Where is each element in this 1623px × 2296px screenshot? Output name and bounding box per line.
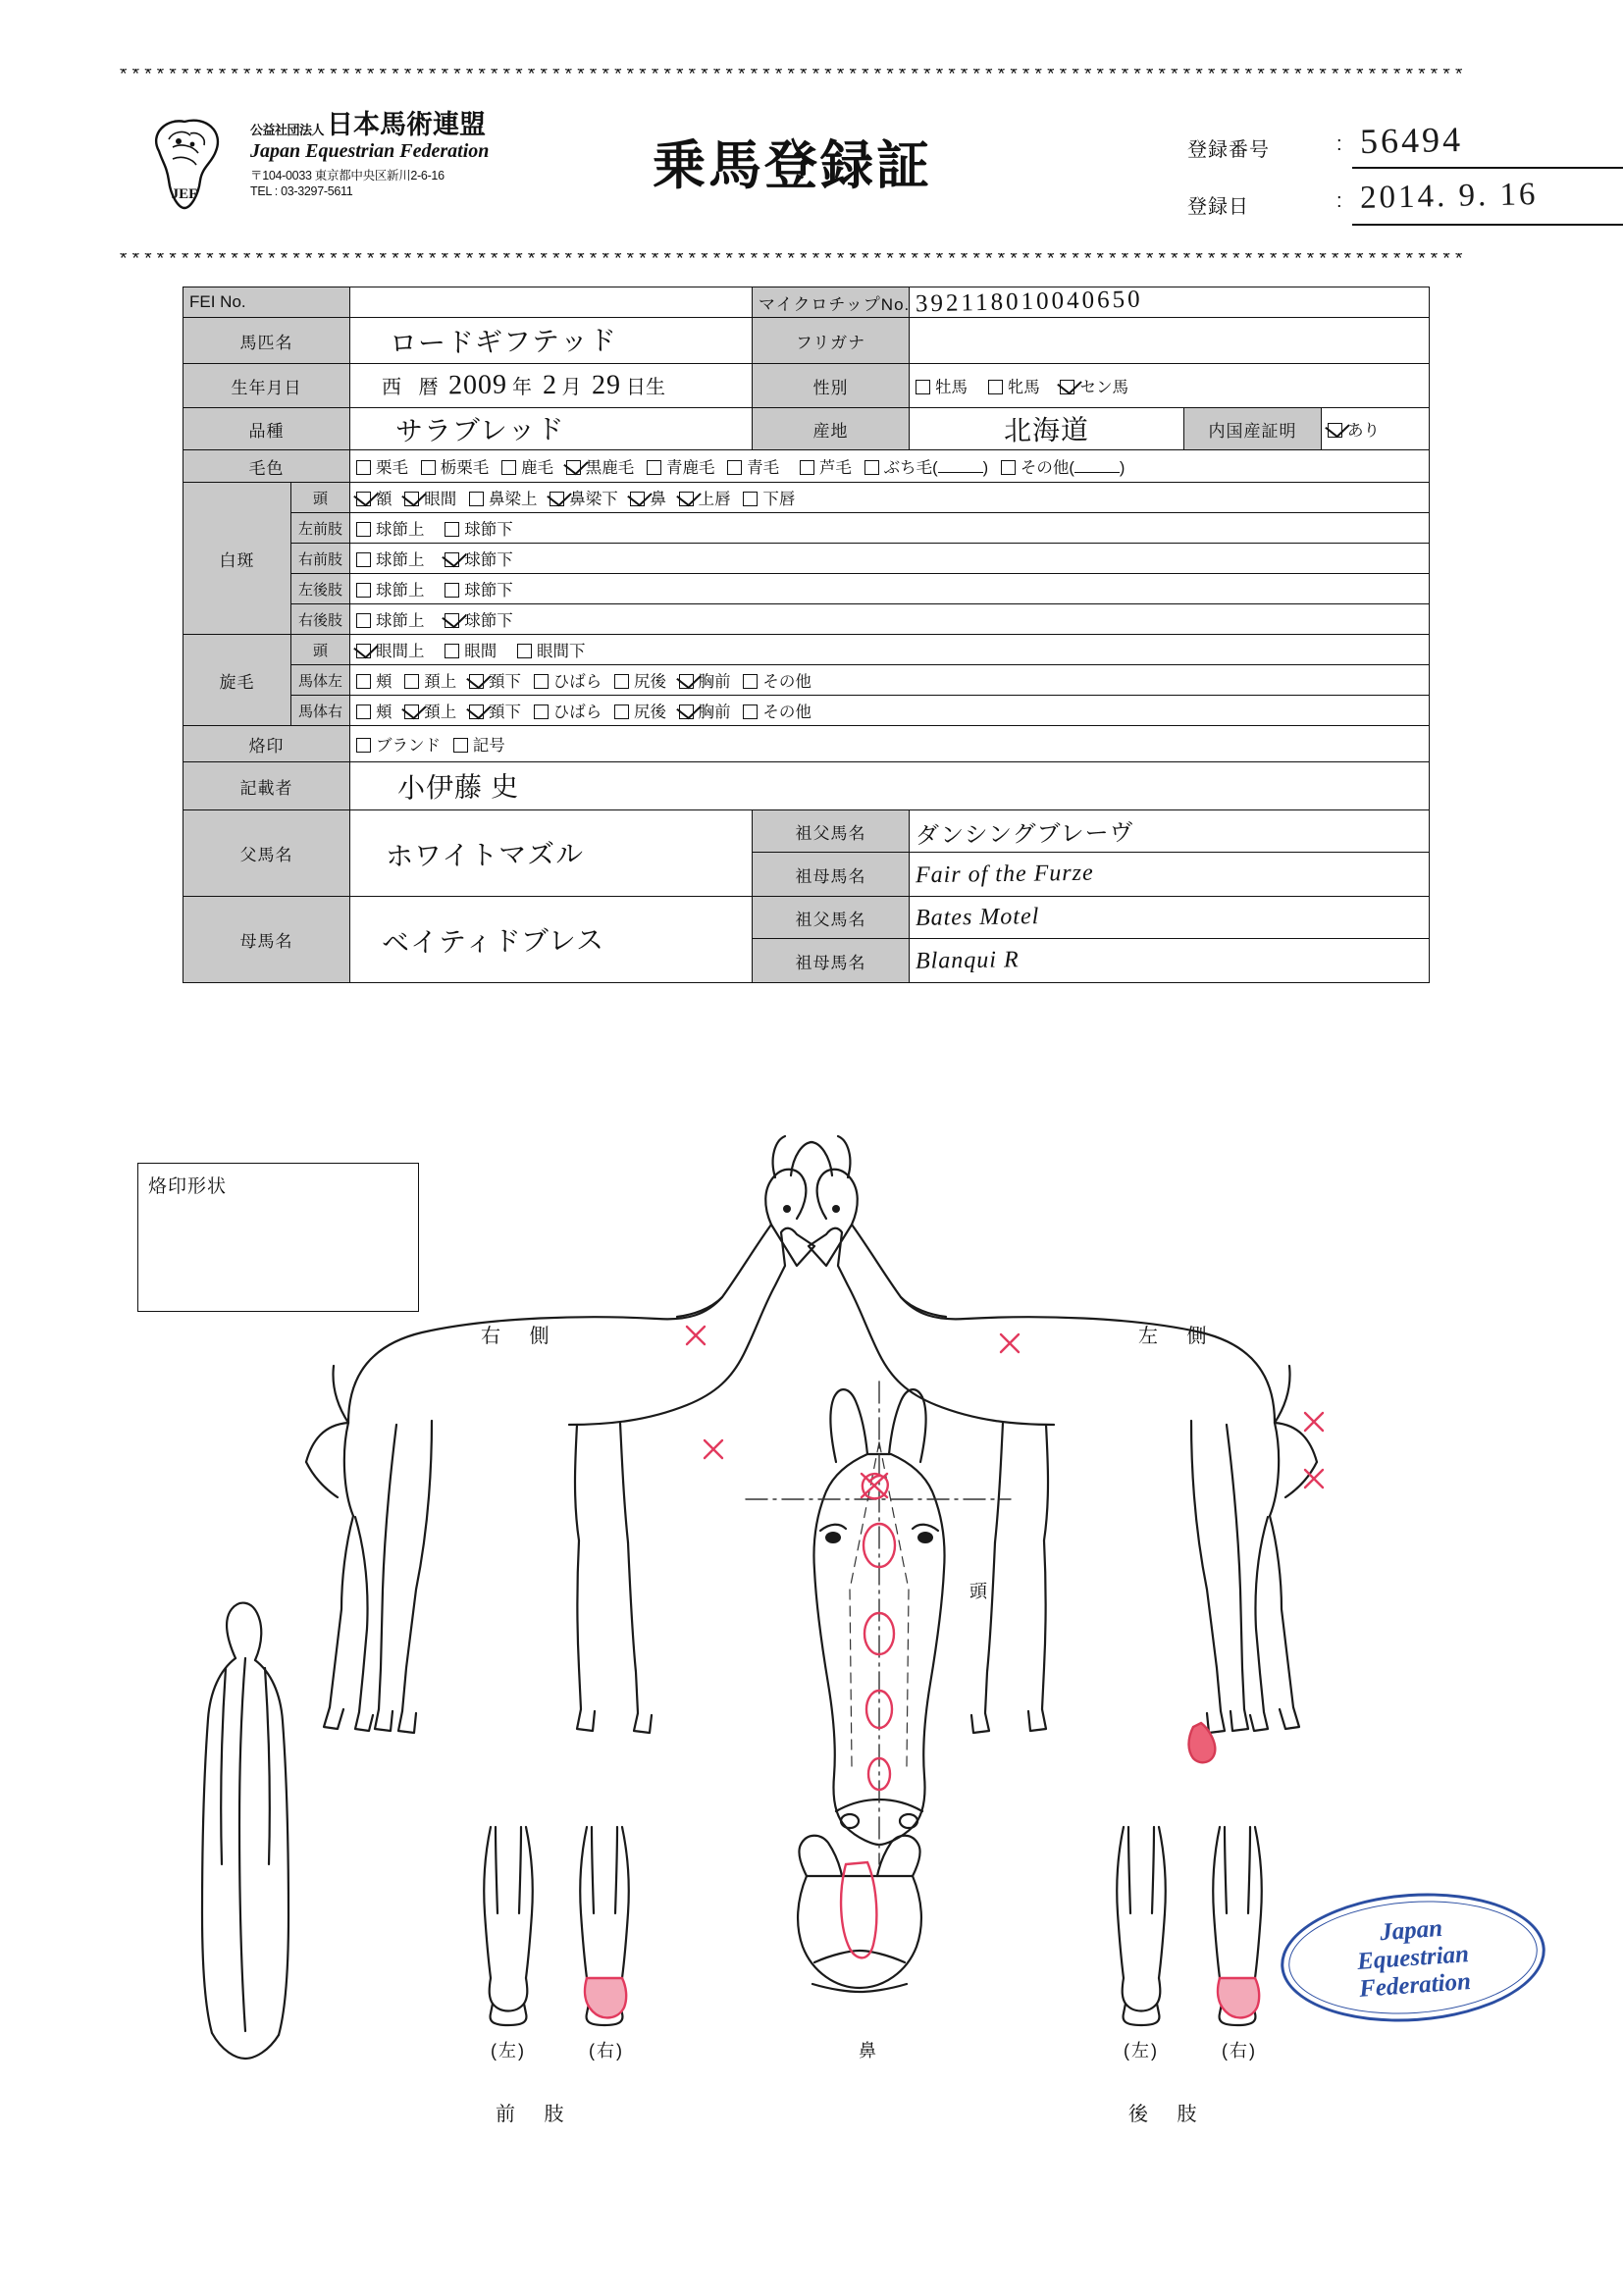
- white-0-opt-5[interactable]: [679, 486, 731, 509]
- organization-block: [250, 112, 603, 198]
- checkbox-icon[interactable]: [445, 644, 459, 658]
- birth-month: 2: [542, 369, 557, 401]
- checkbox-icon[interactable]: [445, 522, 459, 537]
- horse-name-value: ロードギフテッド: [389, 326, 618, 360]
- right-side-label: 右 側: [481, 1326, 561, 1347]
- white-4-opt-0-label: 球節上: [376, 612, 425, 630]
- coat-option-3-label: 黒鹿毛: [585, 459, 635, 477]
- sex-option-0[interactable]: [916, 374, 968, 397]
- microchip-label: マイクロチップNo.: [753, 287, 910, 318]
- checkbox-icon[interactable]: [469, 492, 484, 506]
- checkbox-icon[interactable]: [404, 492, 419, 506]
- hind-right-paren-label: (右): [1222, 2041, 1257, 2061]
- writer-label: 記載者: [183, 762, 350, 810]
- domestic-label: 内国産証明: [1184, 408, 1322, 450]
- birth-year: 2009: [448, 369, 508, 401]
- white-1-opt-1[interactable]: [445, 516, 513, 540]
- table-row: [183, 287, 1430, 318]
- breed-label: 品種: [183, 408, 350, 450]
- horse-name-label: 馬匹名: [183, 318, 350, 364]
- microchip-value-cell[interactable]: [910, 287, 1430, 318]
- sire-value-cell[interactable]: [350, 810, 753, 897]
- white-0-opt-3[interactable]: [550, 486, 618, 509]
- horse-data-table: [183, 287, 1430, 983]
- birth-month-unit: 月: [561, 377, 582, 398]
- checkbox-icon[interactable]: [743, 704, 758, 719]
- checkbox-icon[interactable]: [356, 613, 371, 628]
- dam-value: ベイティドブレス: [381, 924, 605, 960]
- table-row: [183, 544, 1430, 574]
- whorl-2-opt-1-label: 頚上: [424, 704, 457, 721]
- white-marking-hr: [1218, 1978, 1259, 2017]
- coat-option-7-label: ぶち毛(: [883, 459, 938, 477]
- checkbox-icon[interactable]: [743, 492, 758, 506]
- horse-rear-view-figure: [202, 1603, 288, 2059]
- whorl-2-opt-3-label: ひばら: [552, 704, 602, 721]
- brand-option-0-label: ブランド: [376, 737, 441, 755]
- whorl-1-opt-3[interactable]: [534, 668, 602, 692]
- whorl-1-opt-1[interactable]: [404, 668, 456, 692]
- whorl-1-opt-5-label: 胸前: [698, 673, 731, 691]
- checkbox-icon[interactable]: [534, 704, 549, 719]
- table-row: [183, 574, 1430, 604]
- white-markings-label-text: 白斑: [219, 550, 255, 570]
- whorl-1-opt-4[interactable]: [614, 668, 666, 692]
- brand-option-1-label: 記号: [472, 737, 505, 755]
- sire-granddam-value-cell[interactable]: [910, 853, 1430, 897]
- coat-option-8-blank[interactable]: [1074, 472, 1120, 473]
- brand-options-cell[interactable]: [350, 726, 1430, 762]
- table-row: [183, 810, 1430, 853]
- front-left-paren-label: (左): [491, 2041, 526, 2061]
- checkbox-icon[interactable]: [550, 492, 564, 506]
- coat-option-8-label: その他(: [1020, 459, 1074, 477]
- coat-option-0[interactable]: [356, 454, 408, 478]
- whorl-2-opt-4-label: 尻後: [633, 704, 666, 721]
- sex-option-1[interactable]: [988, 374, 1040, 397]
- org-name: 日本馬術連盟: [327, 110, 487, 139]
- birth-prefix: 西 暦: [382, 377, 445, 398]
- sex-options-cell[interactable]: [910, 364, 1430, 408]
- microchip-value: 392118010040650: [915, 286, 1143, 318]
- whorl-2-opt-1[interactable]: [404, 699, 456, 722]
- white-1-opt-0[interactable]: [356, 516, 425, 540]
- registration-date-colon: :: [1336, 190, 1342, 212]
- registration-date-underline: [1352, 224, 1623, 226]
- domestic-option-label: あり: [1347, 422, 1380, 440]
- registration-date-value: 2014. 9. 16: [1359, 177, 1539, 216]
- whorl-row-0-label: 頭: [291, 635, 350, 665]
- birth-day: 29: [592, 369, 622, 401]
- checkbox-icon[interactable]: [356, 552, 371, 567]
- org-prefix: 公益社団法人: [250, 123, 325, 137]
- whorl-label-text: 旋毛: [219, 672, 255, 692]
- birth-year-unit: 年: [512, 377, 533, 398]
- brand-shape-box[interactable]: [137, 1163, 419, 1312]
- white-marking: [864, 1613, 894, 1654]
- whorl-row-2-options[interactable]: [350, 696, 1430, 726]
- writer-value: 小伊藤 史: [396, 772, 520, 805]
- svg-text:JEF: JEF: [171, 186, 198, 202]
- table-row: [183, 364, 1430, 408]
- sex-option-2-label: セン馬: [1079, 379, 1128, 396]
- federation-stamp: [1277, 1885, 1549, 2031]
- checkbox-icon[interactable]: [727, 460, 742, 475]
- horse-head-front-figure: [814, 1389, 945, 1845]
- checkbox-icon[interactable]: [453, 738, 468, 753]
- breed-value: サラブレッド: [394, 414, 565, 448]
- whorl-1-opt-3-label: ひばら: [552, 673, 602, 691]
- checkbox-icon[interactable]: [517, 644, 532, 658]
- white-0-opt-4[interactable]: [630, 486, 666, 509]
- coat-option-0-label: 栗毛: [376, 459, 408, 477]
- furigana-label: フリガナ: [753, 318, 910, 364]
- dam-granddam-value: Blanqui R: [915, 946, 1020, 974]
- white-row-4-options[interactable]: [350, 604, 1430, 635]
- white-0-opt-3-label: 鼻梁下: [569, 491, 618, 508]
- white-0-opt-2-label: 鼻梁上: [488, 491, 538, 508]
- birth-day-unit: 日生: [625, 377, 665, 398]
- table-row: [183, 897, 1430, 939]
- whorl-0-opt-1[interactable]: [445, 638, 497, 661]
- whorl-label: [183, 635, 291, 726]
- birth-label: 生年月日: [183, 364, 350, 408]
- white-0-opt-2[interactable]: [469, 486, 538, 509]
- document-header: [118, 106, 1539, 234]
- white-row-2-label: 右前肢: [291, 544, 350, 574]
- white-markings-label: [183, 483, 291, 635]
- white-row-0-options[interactable]: [350, 483, 1430, 513]
- white-row-4-label: 右後肢: [291, 604, 350, 635]
- checkbox-icon[interactable]: [356, 460, 371, 475]
- checkbox-icon[interactable]: [1060, 380, 1074, 394]
- table-row: [183, 408, 1430, 450]
- white-2-opt-1[interactable]: [445, 547, 513, 570]
- checkbox-icon[interactable]: [356, 674, 371, 689]
- checkbox-icon[interactable]: [445, 552, 459, 567]
- whorl-2-opt-5[interactable]: [679, 699, 731, 722]
- sire-label-text: 父馬名: [239, 846, 293, 864]
- coat-option-5[interactable]: [727, 454, 779, 478]
- white-row-2-options[interactable]: [350, 544, 1430, 574]
- whorl-row-1-label: 馬体左: [291, 665, 350, 696]
- white-4-opt-0[interactable]: [356, 607, 425, 631]
- checkbox-icon[interactable]: [679, 704, 694, 719]
- whorl-mark: [705, 1440, 722, 1458]
- dam-grandsire-label: 祖父馬名: [753, 897, 910, 939]
- whorl-1-opt-1-label: 頚上: [424, 673, 457, 691]
- horse-left-side-figure: [809, 1136, 1317, 1733]
- coat-option-1-label: 栃栗毛: [440, 459, 490, 477]
- white-row-1-options[interactable]: [350, 513, 1430, 544]
- whorl-2-opt-2-label: 頚下: [488, 704, 521, 721]
- origin-label: 産地: [753, 408, 910, 450]
- birth-value-cell[interactable]: [350, 364, 753, 408]
- white-0-opt-1-label: 眼間: [424, 491, 457, 508]
- stamp-line-3: Federation: [1358, 1967, 1472, 2003]
- whorl-mark: [1305, 1470, 1323, 1487]
- sex-option-2[interactable]: [1060, 374, 1128, 397]
- white-0-opt-6[interactable]: [743, 486, 795, 509]
- checkbox-icon[interactable]: [445, 583, 459, 598]
- white-0-opt-0-label: 額: [376, 491, 393, 508]
- registration-block: [1187, 116, 1623, 230]
- whorl-mark: [1305, 1413, 1323, 1431]
- whorl-1-opt-0[interactable]: [356, 668, 393, 692]
- registration-number-colon: :: [1336, 133, 1342, 155]
- white-2-opt-0-label: 球節上: [376, 551, 425, 569]
- sire-grandsire-label: 祖父馬名: [753, 810, 910, 853]
- checkbox-icon[interactable]: [864, 460, 879, 475]
- dotted-rule-bottom: *************************************************************************************************************: [118, 253, 1466, 267]
- whorl-1-opt-6-label: その他: [762, 673, 812, 691]
- whorl-row-1-options[interactable]: [350, 665, 1430, 696]
- head-whorl-mark: [863, 1474, 888, 1498]
- org-tel: TEL : 03-3297-5611: [250, 184, 353, 198]
- coat-options-cell[interactable]: [350, 450, 1430, 483]
- sire-label: [183, 810, 350, 897]
- white-1-opt-0-label: 球節上: [376, 521, 425, 539]
- whorl-2-opt-2[interactable]: [469, 699, 521, 722]
- checkbox-icon[interactable]: [501, 460, 516, 475]
- whorl-2-opt-6[interactable]: [743, 699, 812, 722]
- white-marking: [866, 1691, 892, 1728]
- checkbox-icon[interactable]: [614, 704, 629, 719]
- whorl-mark: [1001, 1334, 1019, 1352]
- brand-option-1[interactable]: [453, 732, 505, 756]
- white-0-opt-4-label: 鼻: [650, 491, 666, 508]
- checkbox-icon[interactable]: [679, 674, 694, 689]
- checkbox-icon[interactable]: [534, 674, 549, 689]
- registration-date-label: 登録日: [1187, 196, 1249, 218]
- checkbox-icon[interactable]: [988, 380, 1003, 394]
- horse-name-value-cell[interactable]: [350, 318, 753, 364]
- white-4-opt-1[interactable]: [445, 607, 513, 631]
- origin-value-cell[interactable]: [910, 408, 1184, 450]
- white-row-1-label: 左前肢: [291, 513, 350, 544]
- table-row: [183, 635, 1430, 665]
- dam-label-text: 母馬名: [239, 932, 293, 951]
- checkbox-icon[interactable]: [404, 674, 419, 689]
- whorl-2-opt-0-label: 頬: [376, 704, 393, 721]
- whorl-2-opt-4[interactable]: [614, 699, 666, 722]
- registration-date-row: [1187, 173, 1623, 230]
- sex-label: 性別: [753, 364, 910, 408]
- checkbox-icon[interactable]: [916, 380, 930, 394]
- table-row: [183, 604, 1430, 635]
- white-marking-leg: [1189, 1723, 1216, 1762]
- white-3-opt-0-label: 球節上: [376, 582, 425, 600]
- checkbox-icon[interactable]: [421, 460, 436, 475]
- white-marking: [841, 1862, 876, 1957]
- fei-no-value[interactable]: [350, 287, 753, 318]
- furigana-value[interactable]: [910, 318, 1430, 364]
- hind-left-limb-figure: [1117, 1827, 1166, 2025]
- whorl-1-opt-0-label: 頬: [376, 673, 393, 691]
- breed-value-cell[interactable]: [350, 408, 753, 450]
- dam-value-cell[interactable]: [350, 897, 753, 983]
- whorl-mark: [687, 1327, 705, 1344]
- page-title: 乗馬登録証: [653, 134, 932, 196]
- whorl-1-opt-2[interactable]: [469, 668, 521, 692]
- checkbox-icon[interactable]: [743, 674, 758, 689]
- white-marking: [864, 1524, 895, 1567]
- origin-value: 北海道: [1003, 415, 1090, 447]
- whorl-0-opt-0[interactable]: [356, 638, 425, 661]
- dam-granddam-value-cell[interactable]: [910, 939, 1430, 983]
- checkbox-icon[interactable]: [1001, 460, 1016, 475]
- writer-value-cell[interactable]: [350, 762, 1430, 810]
- coat-option-2-label: 鹿毛: [520, 459, 553, 477]
- white-0-opt-6-label: 下唇: [762, 491, 796, 508]
- brand-option-0[interactable]: [356, 732, 441, 756]
- dam-label: [183, 897, 350, 983]
- whorl-2-opt-6-label: その他: [762, 704, 812, 721]
- white-marking: [868, 1758, 890, 1790]
- domestic-option-cell[interactable]: [1322, 408, 1430, 450]
- whorl-1-opt-4-label: 尻後: [633, 673, 666, 691]
- whorl-1-opt-5[interactable]: [679, 668, 731, 692]
- white-4-opt-1-label: 球節下: [464, 612, 513, 630]
- checkbox-icon[interactable]: [404, 704, 419, 719]
- table-row: [183, 762, 1430, 810]
- coat-option-5-label: 青毛: [747, 459, 780, 477]
- white-row-3-label: 左後肢: [291, 574, 350, 604]
- coat-option-6-label: 芦毛: [818, 459, 852, 477]
- brand-shape-label: 烙印形状: [148, 1176, 228, 1197]
- coat-option-6[interactable]: [800, 454, 852, 478]
- white-0-opt-0[interactable]: [356, 486, 393, 509]
- white-3-opt-1-label: 球節下: [464, 582, 513, 600]
- whorl-0-opt-2-label: 眼間下: [536, 643, 586, 660]
- white-0-opt-1[interactable]: [404, 486, 456, 509]
- white-2-opt-0[interactable]: [356, 547, 425, 570]
- whorl-0-opt-1-label: 眼間: [464, 643, 497, 660]
- coat-option-8[interactable]: その他( ): [1001, 454, 1126, 478]
- table-row: [183, 318, 1430, 364]
- hind-left-paren-label: (左): [1124, 2041, 1159, 2061]
- checkbox-icon[interactable]: [356, 522, 371, 537]
- white-1-opt-1-label: 球節下: [464, 521, 513, 539]
- checkbox-icon[interactable]: [356, 644, 371, 658]
- front-limb-label: 前 肢: [496, 2104, 576, 2125]
- registration-number-value: 56494: [1359, 119, 1464, 162]
- checkbox-icon[interactable]: [614, 674, 629, 689]
- brand-label: 烙印: [183, 726, 350, 762]
- org-address: 〒104-0033 東京都中央区新川2-6-16: [250, 169, 445, 183]
- sex-option-1-label: 牝馬: [1007, 379, 1040, 396]
- whorl-row-0-options[interactable]: [350, 635, 1430, 665]
- stamp-line-2: Equestrian: [1356, 1941, 1470, 1975]
- nose-label: 鼻: [859, 2041, 878, 2061]
- coat-label: 毛色: [183, 450, 350, 483]
- registration-number-label: 登録番号: [1187, 139, 1270, 161]
- table-row: [183, 665, 1430, 696]
- checkbox-icon[interactable]: [469, 674, 484, 689]
- coat-option-4[interactable]: [647, 454, 715, 478]
- front-right-limb-figure: [580, 1827, 629, 2025]
- checkbox-icon[interactable]: [566, 460, 581, 475]
- dam-granddam-label: 祖母馬名: [753, 939, 910, 983]
- sire-value: ホワイトマズル: [385, 839, 585, 872]
- stamp-line-1: Japan: [1379, 1914, 1443, 1947]
- table-row: [183, 450, 1430, 483]
- hind-limb-label: 後 肢: [1128, 2104, 1209, 2125]
- whorl-2-opt-0[interactable]: [356, 699, 393, 722]
- dam-grandsire-value-cell[interactable]: [910, 897, 1430, 939]
- sire-grandsire-value-cell[interactable]: [910, 810, 1430, 853]
- white-0-opt-5-label: 上唇: [698, 491, 731, 508]
- checkbox-icon[interactable]: [356, 704, 371, 719]
- coat-option-3[interactable]: [566, 454, 635, 478]
- checkbox-icon[interactable]: [630, 492, 645, 506]
- whorl-2-opt-3[interactable]: [534, 699, 602, 722]
- fei-no-label: FEI No.: [183, 287, 350, 318]
- white-3-opt-1[interactable]: [445, 577, 513, 600]
- whorl-1-opt-6[interactable]: [743, 668, 812, 692]
- table-row: [183, 726, 1430, 762]
- sire-granddam-value: Fair of the Furze: [915, 860, 1094, 888]
- checkbox-icon[interactable]: [679, 492, 694, 506]
- checkbox-icon[interactable]: [469, 704, 484, 719]
- coat-option-7-blank[interactable]: [938, 472, 983, 473]
- front-right-paren-label: (右): [589, 2041, 624, 2061]
- hind-right-limb-figure: [1213, 1827, 1262, 2025]
- table-row: [183, 513, 1430, 544]
- sex-option-0-label: 牡馬: [935, 379, 968, 396]
- checkbox-icon[interactable]: [445, 613, 459, 628]
- white-3-opt-0[interactable]: [356, 577, 425, 600]
- head-label: 頭: [969, 1582, 989, 1601]
- white-row-3-options[interactable]: [350, 574, 1430, 604]
- table-row: [183, 483, 1430, 513]
- checkbox-icon[interactable]: [356, 738, 371, 753]
- table-row: [183, 696, 1430, 726]
- domestic-option[interactable]: [1328, 417, 1380, 441]
- checkbox-icon[interactable]: [1328, 423, 1342, 438]
- whorl-2-opt-5-label: 胸前: [698, 704, 731, 721]
- whorl-0-opt-2[interactable]: [517, 638, 586, 661]
- coat-option-2[interactable]: [501, 454, 553, 478]
- jef-logo-icon: [130, 112, 239, 218]
- registration-number-row: [1187, 116, 1623, 173]
- front-left-limb-figure: [484, 1827, 533, 2025]
- sire-grandsire-value: ダンシングブレーヴ: [915, 819, 1134, 850]
- muzzle-figure: [798, 1836, 921, 1992]
- coat-option-7[interactable]: ぶち毛( ): [864, 454, 989, 478]
- checkbox-icon[interactable]: [356, 492, 371, 506]
- whorl-1-opt-2-label: 頚下: [488, 673, 521, 691]
- white-row-0-label: 頭: [291, 483, 350, 513]
- checkbox-icon[interactable]: [356, 583, 371, 598]
- coat-option-4-label: 青鹿毛: [665, 459, 715, 477]
- sire-granddam-label: 祖母馬名: [753, 853, 910, 897]
- left-side-label: 左 側: [1138, 1326, 1219, 1347]
- registration-number-underline: [1352, 167, 1623, 169]
- checkbox-icon[interactable]: [800, 460, 814, 475]
- white-2-opt-1-label: 球節下: [464, 551, 513, 569]
- checkbox-icon[interactable]: [647, 460, 661, 475]
- org-name-en: Japan Equestrian Federation: [250, 140, 490, 162]
- whorl-0-opt-0-label: 眼間上: [376, 643, 425, 660]
- whorl-row-2-label: 馬体右: [291, 696, 350, 726]
- dotted-rule-top: *************************************************************************************************************: [118, 69, 1466, 82]
- coat-option-1[interactable]: [421, 454, 490, 478]
- white-marking-fr: [585, 1978, 626, 2017]
- dam-grandsire-value: Bates Motel: [915, 903, 1040, 931]
